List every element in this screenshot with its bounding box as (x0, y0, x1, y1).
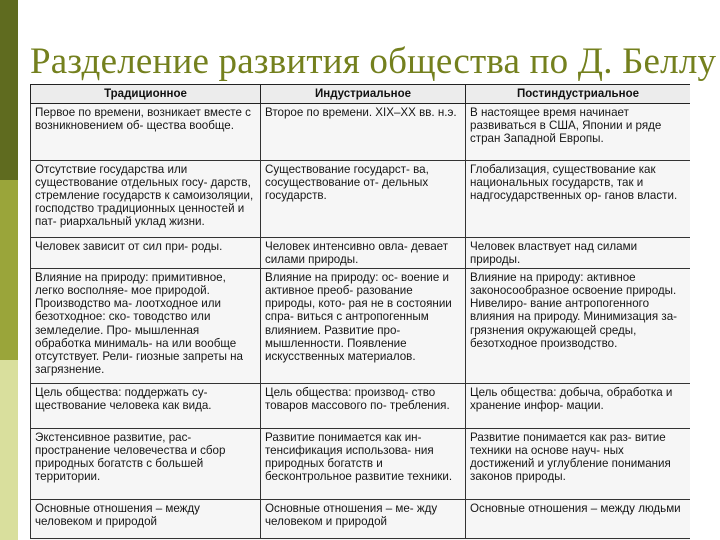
comparison-table (30, 84, 690, 539)
table-row (31, 104, 691, 161)
cell-traditional: Основные отношения – между человеком и природой (31, 500, 261, 539)
table-row (31, 161, 691, 238)
cell-traditional: Человек зависит от сил при- роды. (31, 238, 261, 269)
table-row (31, 238, 691, 269)
cell-traditional: Первое по времени, возникает вместе с возникновением об- щества вообще. (31, 104, 261, 161)
cell-traditional: Экстенсивное развитие, рас- пространение человечества и сбор природных богатств с большей территории. (31, 429, 261, 500)
decor-bar-middle (0, 180, 18, 360)
decor-bar-bottom (0, 360, 18, 540)
cell-postindustrial: Развитие понимается как раз- витие техники на основе науч- ных достижений и углубление понимания законов природы. (466, 429, 691, 500)
table-row (31, 500, 691, 539)
table-row (31, 429, 691, 500)
cell-traditional: Влияние на природу: примитивное, легко восполняе- мое природой. Производство ма- лоотходное или безотходное: ско- товодство или земледелие. Про- мышленная обработка минималь- на или вообще отсутствует. Рели- гиозные запреты на загрязнение. (31, 269, 261, 384)
cell-industrial: Развитие понимается как ин- тенсификация использова- ния природных богатств и бесконтрольное развитие техники. (261, 429, 466, 500)
cell-traditional: Цель общества: поддержать су- ществование человека как вида. (31, 384, 261, 429)
cell-postindustrial: Основные отношения – между людьми (466, 500, 691, 539)
cell-postindustrial: Человек властвует над силами природы. (466, 238, 691, 269)
cell-industrial: Основные отношения – ме- жду человеком и природой (261, 500, 466, 539)
cell-postindustrial: Влияние на природу: активное законосообразное освоение природы. Нивелиро- вание антропогенного влияния на природу. Минимизация за- грязнения окружающей среды, безотходное производство. (466, 269, 691, 384)
cell-traditional: Отсутствие государства или существование отдельных госу- дарств, стремление государств к самоизоляции, господство традиционных ценностей и пат- риархальный уклад жизни. (31, 161, 261, 238)
decor-bar-top (0, 0, 18, 180)
cell-industrial: Существование государст- ва, сосуществование от- дельных государств. (261, 161, 466, 238)
slide-title: Разделение развития общества по Д. Беллу (30, 41, 717, 82)
cell-postindustrial: В настоящее время начинает развиваться в США, Японии и ряде стран Западной Европы. (466, 104, 691, 161)
cell-postindustrial: Цель общества: добыча, обработка и хранение инфор- мации. (466, 384, 691, 429)
comparison-table-container (30, 84, 690, 540)
header-postindustrial: Постиндустриальное (466, 85, 691, 104)
cell-postindustrial: Глобализация, существование как национальных государств, так и надгосударственных ор- ганов власти. (466, 161, 691, 238)
table-row (31, 384, 691, 429)
header-traditional: Традиционное (31, 85, 261, 104)
cell-industrial: Человек интенсивно овла- девает силами природы. (261, 238, 466, 269)
table-header-row (31, 85, 691, 104)
header-industrial: Индустриальное (261, 85, 466, 104)
cell-industrial: Второе по времени. XIX–XX вв. н.э. (261, 104, 466, 161)
cell-industrial: Влияние на природу: ос- воение и активное преоб- разование природы, кото- рая не в состоянии спра- виться с антропогенным влиянием. Развитие про- мышленности. Появление искусственных материалов. (261, 269, 466, 384)
cell-industrial: Цель общества: производ- ство товаров массового по- требления. (261, 384, 466, 429)
table-row (31, 269, 691, 384)
